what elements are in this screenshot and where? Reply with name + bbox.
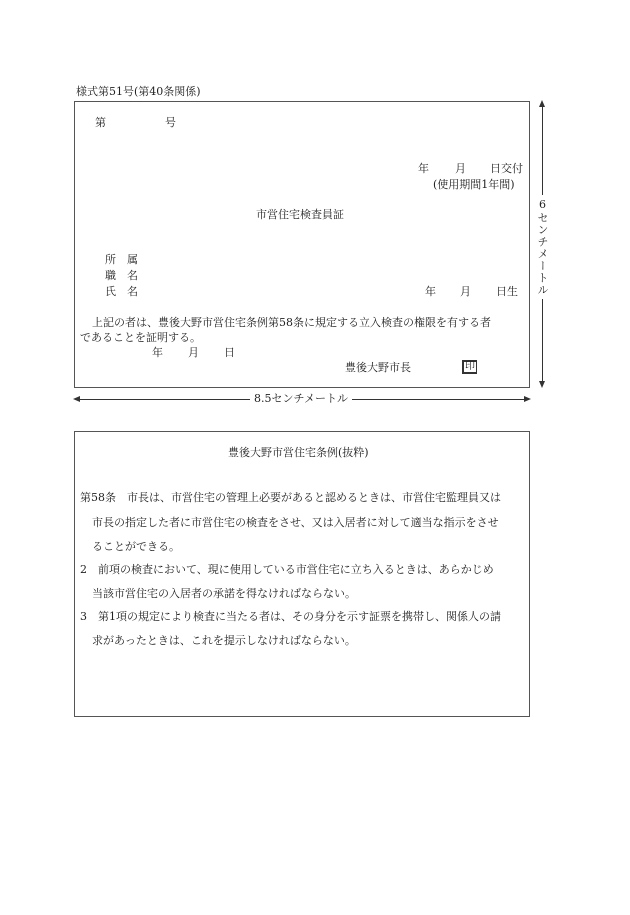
seal-stamp: 印 [462, 360, 477, 374]
validity-period: (使用期間1年間) [433, 178, 515, 191]
card-number-suffix: 号 [165, 116, 176, 129]
birth-year: 年 [425, 285, 436, 298]
width-label: 8.5センチメートル [250, 392, 352, 405]
card-number-prefix: 第 [95, 116, 106, 129]
paragraph-3-line-1: 3 第1項の規定により検査に当たる者は、その身分を示す証票を携帯し、関係人の請 [80, 610, 501, 623]
name-label: 氏 名 [105, 285, 138, 298]
paragraph-2-line-1: 2 前項の検査において、現に使用している市営住宅に立ち入るときは、あらかじめ [80, 563, 494, 576]
certification-line-2: であることを証明する。 [80, 331, 201, 344]
birth-day: 日生 [496, 285, 518, 298]
cert-date-year: 年 [152, 346, 163, 359]
position-label: 職 名 [105, 269, 138, 282]
issue-year: 年 [418, 162, 429, 175]
mayor-title: 豊後大野市長 [345, 361, 411, 374]
cert-date-month: 月 [188, 346, 199, 359]
article-58-line-2: 市長の指定した者に市営住宅の検査をさせ、又は入居者に対して適当な指示をさせ [92, 516, 499, 529]
paragraph-3-line-2: 求があったときは、これを提示しなければならない。 [92, 634, 356, 647]
issue-month: 月 [455, 162, 466, 175]
birth-month: 月 [460, 285, 471, 298]
affiliation-label: 所 属 [105, 253, 138, 266]
paragraph-2-line-2: 当該市営住宅の入居者の承諾を得なければならない。 [92, 587, 356, 600]
article-58-line-1: 第58条 市長は、市営住宅の管理上必要があると認めるときは、市営住宅監理員又は [80, 491, 501, 504]
issue-day: 日交付 [490, 162, 523, 175]
height-label: 6センチメートル [536, 195, 548, 299]
certification-line-1: 上記の者は、豊後大野市営住宅条例第58条に規定する立入検査の権限を有する者 [92, 316, 491, 329]
excerpt-title: 豊後大野市営住宅条例(抜粋) [228, 446, 369, 459]
form-label: 様式第51号(第40条関係) [76, 85, 201, 98]
article-58-line-3: ることができる。 [92, 540, 180, 553]
cert-date-day: 日 [224, 346, 235, 359]
card-title: 市営住宅検査員証 [256, 208, 344, 221]
